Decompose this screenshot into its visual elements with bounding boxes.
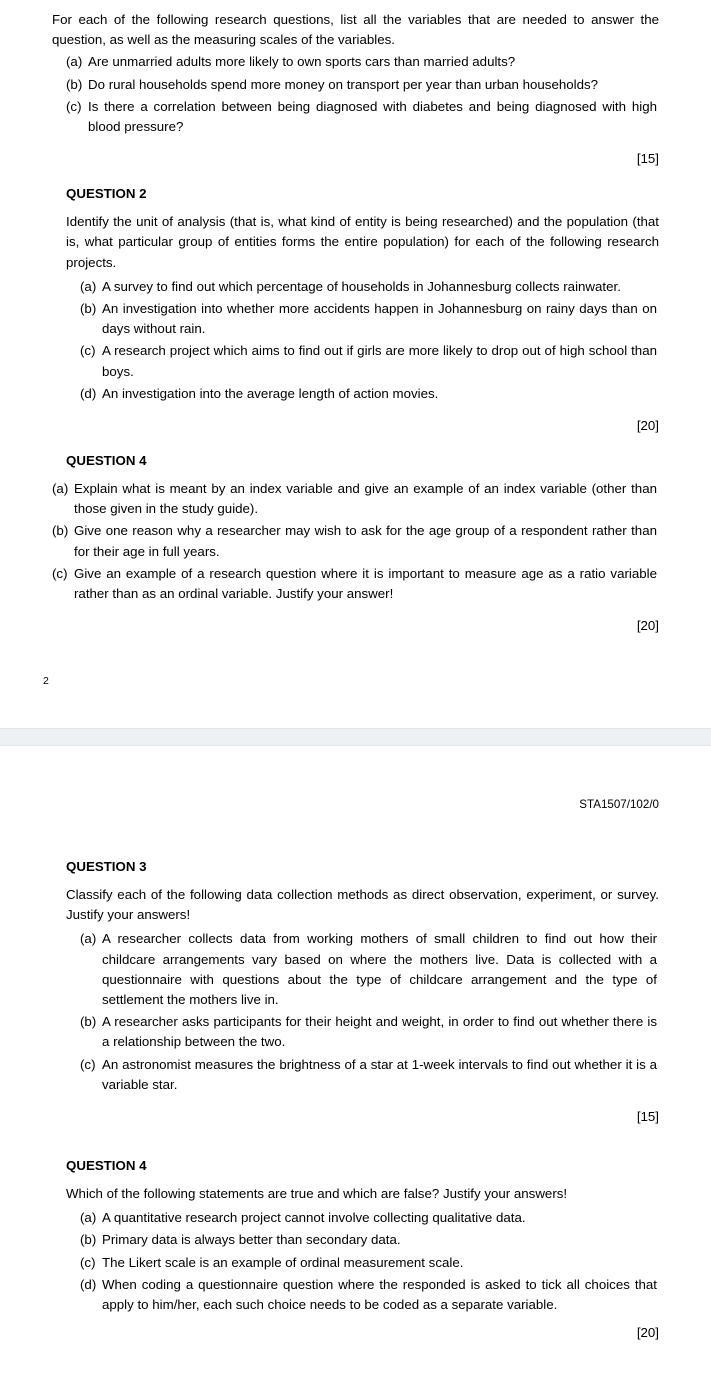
marks-allocation: [20] bbox=[636, 1325, 659, 1341]
marks-allocation: [20] bbox=[636, 417, 659, 433]
list-item bbox=[80, 341, 659, 381]
list-item-label: (b) bbox=[80, 1232, 97, 1248]
list-item-label: (a) bbox=[80, 931, 97, 947]
list-item-text: A researcher asks participants for their height and weight, in order to find out whether there is a relationship between the two. bbox=[102, 1014, 657, 1050]
marks-allocation: [15] bbox=[636, 1108, 659, 1124]
list-item bbox=[80, 299, 659, 339]
list-item bbox=[80, 929, 659, 1010]
list-item bbox=[80, 1230, 659, 1250]
list-item bbox=[80, 1275, 659, 1315]
list-item bbox=[52, 479, 659, 519]
list-item-text: Do rural households spend more money on transport per year than urban households? bbox=[88, 76, 599, 92]
marks-allocation: [20] bbox=[636, 618, 659, 634]
list-item bbox=[66, 52, 659, 72]
list-item bbox=[80, 1012, 659, 1052]
page-2 bbox=[0, 746, 711, 1376]
list-item-label: (b) bbox=[80, 300, 97, 316]
list-item-label: (c) bbox=[80, 1254, 96, 1270]
list-item-text: An investigation into the average length of action movies. bbox=[102, 385, 439, 401]
list-item-label: (b) bbox=[66, 76, 83, 92]
list-item-text: Are unmarried adults more likely to own sports cars than married adults? bbox=[88, 54, 516, 70]
question-2-body: Identify the unit of analysis (that is, what kind of entity is being researched) and the population (that is, what particular group of entities forms the entire population) for each of the following research projects. bbox=[66, 214, 659, 270]
list-item-label: (b) bbox=[80, 1014, 97, 1030]
list-item-text: Explain what is meant by an index variable and give an example of an index variable (other than those given in the study guide). bbox=[74, 480, 657, 517]
list-item-label: (a) bbox=[52, 480, 69, 496]
list-item-text: The Likert scale is an example of ordinal measurement scale. bbox=[102, 1254, 464, 1270]
list-item-text: Give an example of a research question where it is important to measure age as a ratio variable rather than as an ordinal variable. Justify your answer! bbox=[74, 565, 657, 601]
list-item bbox=[80, 1253, 659, 1273]
list-item-text: An astronomist measures the brightness of a star at 1-week intervals to find out whether it is a variable star. bbox=[102, 1056, 657, 1092]
page-separator bbox=[0, 728, 711, 746]
list-item bbox=[80, 1055, 659, 1095]
list-item-label: (d) bbox=[80, 385, 97, 401]
list-item-text: Primary data is always better than secondary data. bbox=[102, 1232, 401, 1248]
question-3-body: Classify each of the following data collection methods as direct observation, experiment, or survey. Justify your answers! bbox=[66, 886, 659, 923]
list-item-text: A quantitative research project cannot involve collecting qualitative data. bbox=[102, 1210, 526, 1226]
question-heading-2: QUESTION 2 bbox=[66, 186, 147, 202]
list-item bbox=[66, 75, 659, 95]
list-item-label: (b) bbox=[52, 523, 69, 539]
list-item bbox=[80, 1208, 659, 1228]
list-item-text: A research project which aims to find out if girls are more likely to drop out of high school than boys. bbox=[102, 343, 657, 379]
list-item-text: Give one reason why a researcher may wish to ask for the age group of a respondent rather than for their age in full years. bbox=[74, 523, 657, 559]
intro-paragraph: For each of the following research questions, list all the variables that are needed to answer the question, as well as the measuring scales of the variables. bbox=[52, 12, 659, 48]
list-item-label: (a) bbox=[80, 1210, 97, 1226]
list-item-text: A researcher collects data from working mothers of small children to find out how their childcare arrangements vary based on where the mothers live. Data is collected with a questionnaire with questions about the type of childcare arrangement and the type of settlement the mothers live in. bbox=[102, 931, 657, 1007]
list-item-label: (d) bbox=[80, 1276, 97, 1292]
list-item-label: (c) bbox=[80, 1056, 96, 1072]
list-item-text: An investigation into whether more accidents happen in Johannesburg on rainy days than on days without rain. bbox=[102, 300, 657, 337]
marks-allocation: [15] bbox=[636, 151, 659, 167]
list-item bbox=[52, 521, 659, 561]
list-item-text: A survey to find out which percentage of households in Johannesburg collects rainwater. bbox=[102, 278, 621, 294]
list-item-label: (a) bbox=[80, 278, 97, 294]
list-item-label: (a) bbox=[66, 54, 83, 70]
question-heading-3: QUESTION 3 bbox=[66, 859, 147, 874]
document-code: STA1507/102/0 bbox=[579, 798, 659, 811]
list-item-label: (c) bbox=[52, 565, 68, 581]
question-4-body: Which of the following statements are true and which are false? Justify your answers! bbox=[66, 1185, 568, 1201]
list-item-label: (c) bbox=[66, 98, 82, 114]
list-item bbox=[80, 384, 659, 404]
list-item bbox=[52, 564, 659, 604]
list-item bbox=[66, 97, 659, 137]
question-heading-4-page1: QUESTION 4 bbox=[66, 452, 147, 468]
question-heading-4-page2: QUESTION 4 bbox=[66, 1157, 147, 1173]
list-item-text: Is there a correlation between being diagnosed with diabetes and being diagnosed with high blood pressure? bbox=[88, 98, 657, 135]
list-item bbox=[80, 277, 659, 297]
page-number: 2 bbox=[43, 675, 49, 688]
spacer bbox=[52, 811, 659, 837]
list-item-text: When coding a questionnaire question where the responded is asked to tick all choices that apply to him/her, each such choice needs to be coded as a separate variable. bbox=[102, 1276, 657, 1312]
list-item-label: (c) bbox=[80, 343, 96, 359]
spacer bbox=[52, 1124, 659, 1138]
